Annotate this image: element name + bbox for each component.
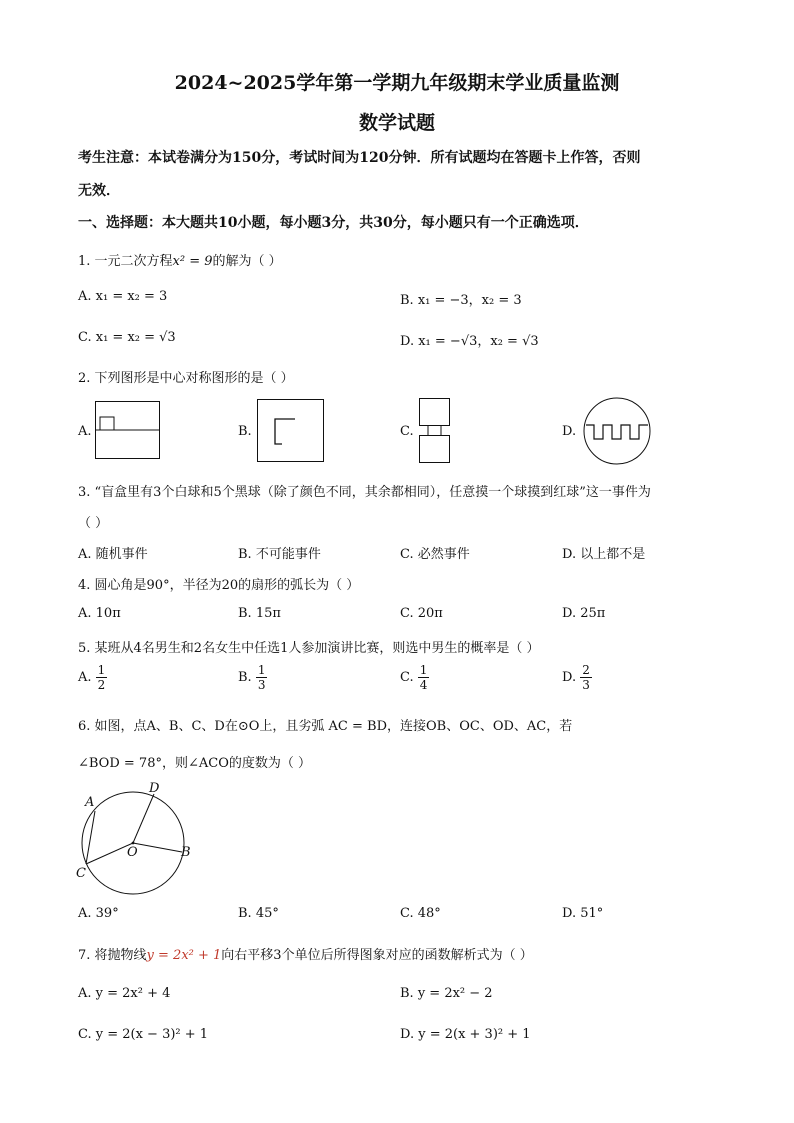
fraction-denominator: 4	[419, 678, 428, 692]
question-5-option-d-label: D.	[562, 670, 577, 685]
question-7-option-c: C. y = 2(x − 3)² + 1	[78, 1027, 209, 1042]
question-5-option-c	[400, 663, 429, 692]
question-5-option-d-fraction	[580, 663, 592, 692]
exam-title: 2024~2025学年第一学期九年级期末学业质量监测	[174, 72, 620, 94]
question-6-option-d: D. 51°	[562, 906, 604, 921]
question-2-option-d-label: D.	[562, 424, 577, 439]
question-3-option-c: C. 必然事件	[400, 547, 470, 562]
question-5-option-b-label: B.	[238, 670, 252, 685]
question-5-option-a-label: A.	[78, 670, 92, 685]
question-7-stem-post: 向右平移3个单位后所得图象对应的函数解析式为（ ）	[221, 948, 533, 963]
question-7-option-d: D. y = 2(x + 3)² + 1	[400, 1027, 531, 1042]
question-5-option-c-label: C.	[400, 670, 414, 685]
question-2-figure-b	[257, 399, 325, 463]
question-2-option-b-label: B.	[238, 424, 252, 439]
question-1-stem-pre: 1. 一元二次方程	[78, 254, 173, 269]
question-1-equation: x² = 9	[172, 254, 213, 269]
figure-label-d: D	[149, 781, 160, 796]
fraction-numerator: 1	[419, 663, 428, 677]
question-7-option-b: B. y = 2x² − 2	[400, 986, 493, 1001]
question-5-option-b-fraction	[256, 663, 268, 692]
question-5-option-b	[238, 663, 267, 692]
question-1-option-d: D. x₁ = −√3，x₂ = √3	[400, 334, 539, 349]
question-6-stem-line-1: 6. 如图，点A、B、C、D在⊙O上，且劣弧 AC = BD，连接OB、OC、OD、AC，若	[78, 719, 573, 734]
question-4-option-c: C. 20π	[400, 606, 443, 621]
fraction-denominator: 3	[582, 678, 590, 692]
question-3-option-b: B. 不可能事件	[238, 547, 321, 562]
question-5-option-d	[562, 663, 592, 692]
question-5-option-a-fraction	[96, 663, 108, 692]
figure-label-o: O	[127, 845, 138, 860]
question-1-option-b: B. x₁ = −3，x₂ = 3	[400, 293, 522, 308]
notice-line-2: 无效．	[78, 183, 120, 199]
question-2-figure-d	[582, 398, 654, 466]
question-6-option-b: B. 45°	[238, 906, 279, 921]
question-3-stem-line-2: （ ）	[78, 516, 109, 531]
question-1-option-c: C. x₁ = x₂ = √3	[78, 330, 176, 345]
question-7-equation: y = 2x² + 1	[146, 948, 222, 963]
question-7-option-a: A. y = 2x² + 4	[78, 986, 171, 1001]
question-3-option-a: A. 随机事件	[78, 547, 148, 562]
question-6-stem-line-2: ∠BOD = 78°，则∠ACO的度数为（ ）	[78, 756, 311, 771]
question-5-option-a	[78, 663, 107, 692]
question-4-option-d: D. 25π	[562, 606, 606, 621]
question-7-stem-pre: 7. 将抛物线	[78, 948, 147, 963]
question-2-option-a-label: A.	[78, 424, 92, 439]
question-2-option-c-label: C.	[400, 424, 414, 439]
section-heading: 一、选择题：本大题共10小题，每小题3分，共30分，每小题只有一个正确选项．	[78, 215, 589, 231]
question-3-stem-line-1: 3. “盲盒里有3个白球和5个黑球（除了颜色不同，其余都相同），任意摸一个球摸到红球”这一事件为	[78, 485, 651, 500]
question-6-option-a: A. 39°	[78, 906, 119, 921]
fraction-numerator: 1	[97, 663, 106, 677]
question-1-stem	[78, 250, 282, 269]
question-2-figure-c	[419, 398, 451, 464]
question-7-stem	[78, 944, 533, 963]
question-5-stem: 5. 某班从4名男生和2名女生中任选1人参加演讲比赛，则选中男生的概率是（ ）	[78, 641, 540, 656]
question-4-option-b: B. 15π	[238, 606, 281, 621]
figure-label-a: A	[85, 795, 95, 810]
question-2-figure-a	[95, 401, 161, 461]
fraction-denominator: 2	[97, 678, 106, 692]
question-3-option-d: D. 以上都不是	[562, 547, 646, 562]
question-4-stem: 4. 圆心角是90°，半径为20的扇形的弧长为（ ）	[78, 578, 360, 593]
question-5-option-c-fraction	[418, 663, 430, 692]
question-1-stem-post: 的解为（ ）	[212, 254, 282, 269]
fraction-numerator: 2	[582, 663, 590, 677]
question-1-option-a: A. x₁ = x₂ = 3	[78, 289, 168, 304]
fraction-denominator: 3	[257, 678, 266, 692]
question-2-stem: 2. 下列图形是中心对称图形的是（ ）	[78, 371, 294, 386]
fraction-numerator: 1	[257, 663, 266, 677]
exam-subtitle: 数学试题	[358, 112, 435, 134]
question-4-option-a: A. 10π	[78, 606, 121, 621]
question-6-option-c: C. 48°	[400, 906, 441, 921]
figure-label-b: B	[181, 845, 191, 860]
figure-label-c: C	[76, 866, 86, 881]
notice-line-1: 考生注意：本试卷满分为150分，考试时间为120分钟．所有试题均在答题卡上作答，否则	[78, 150, 641, 166]
